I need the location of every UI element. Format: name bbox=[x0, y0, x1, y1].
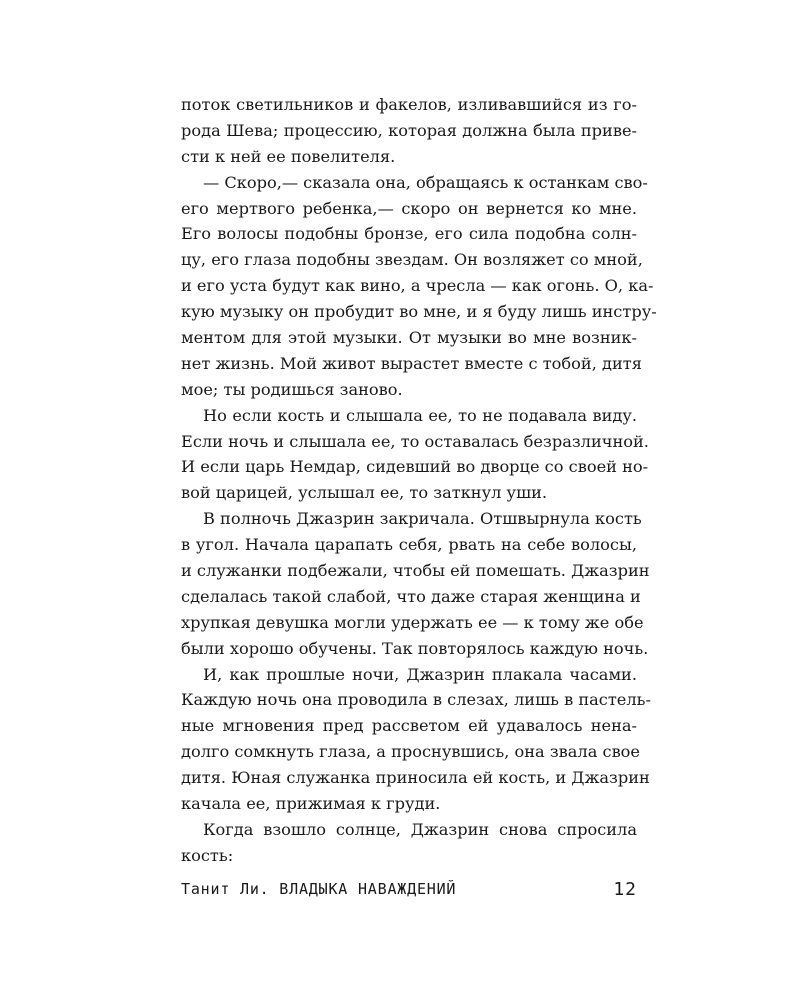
page-body-text bbox=[181, 92, 657, 869]
text-line: — Скоро,— сказала она, обращаясь к останкам сво- bbox=[203, 172, 648, 192]
text-line: Каждую ночь она проводила в слезах, лишь в пастель- bbox=[181, 690, 651, 710]
text-line: И, как прошлые ночи, Джазрин плакала часами. bbox=[203, 664, 637, 684]
text-line: кость: bbox=[181, 845, 234, 865]
text-line: мое; ты родишься заново. bbox=[181, 379, 403, 399]
text-line: ментом для этой музыки. От музыки во мне возник- bbox=[181, 328, 637, 348]
text-line: Но если кость и слышала ее, то не подавала виду. bbox=[203, 405, 637, 425]
text-line: цу, его глаза подобны звездам. Он возляжет со мной, bbox=[181, 250, 643, 270]
running-title: Танит Ли. ВЛАДЫКА НАВАЖДЕНИЙ bbox=[181, 880, 457, 898]
text-line: в угол. Начала царапать себя, рвать на себе волосы, bbox=[181, 535, 637, 555]
text-line: поток светильников и факелов, изливавшийся из го- bbox=[181, 95, 637, 114]
text-line: Если ночь и слышала ее, то оставалась безразличной. bbox=[181, 431, 649, 451]
text-line: Его волосы подобны бронзе, его сила подобна солн- bbox=[181, 224, 637, 244]
text-line: были хорошо обучены. Так повторялось каждую ночь. bbox=[181, 638, 649, 658]
text-line: сти к ней ее повелителя. bbox=[181, 146, 396, 166]
text-line: И если царь Немдар, сидевший во дворце со своей но- bbox=[181, 457, 649, 477]
text-line: рода Шева; процессию, которая должна была приве- bbox=[181, 120, 637, 140]
page-number: 12 bbox=[613, 878, 637, 900]
text-line: кую музыку он пробудит во мне, и я буду лишь инстру- bbox=[181, 302, 657, 322]
text-line: и его уста будут как вино, а чресла — как огонь. О, ка- bbox=[181, 276, 654, 296]
text-line: Когда взошло солнце, Джазрин снова спросила bbox=[203, 819, 637, 839]
page-footer bbox=[181, 876, 637, 902]
text-line: и служанки подбежали, чтобы ей помешать. Джазрин bbox=[181, 561, 650, 581]
text-line: дитя. Юная служанка приносила ей кость, и Джазрин bbox=[181, 768, 650, 788]
text-line: вой царицей, услышал ее, то заткнул уши. bbox=[181, 483, 548, 503]
text-line: качала ее, прижимая к груди. bbox=[181, 794, 441, 814]
text-line: нет жизнь. Мой живот вырастет вместе с тобой, дитя bbox=[181, 353, 642, 373]
text-line: долго сомкнуть глаза, а проснувшись, она звала свое bbox=[181, 742, 641, 762]
text-line: его мертвого ребенка,— скоро он вернется ко мне. bbox=[181, 198, 637, 218]
text-line: ные мгновения пред рассветом ей удавалось нена- bbox=[181, 716, 637, 736]
text-line: сделалась такой слабой, что даже старая женщина и bbox=[181, 586, 641, 606]
text-line: В полночь Джазрин закричала. Отшвырнула кость bbox=[203, 509, 642, 529]
text-line: хрупкая девушка могли удержать ее — к тому же обе bbox=[181, 612, 644, 632]
